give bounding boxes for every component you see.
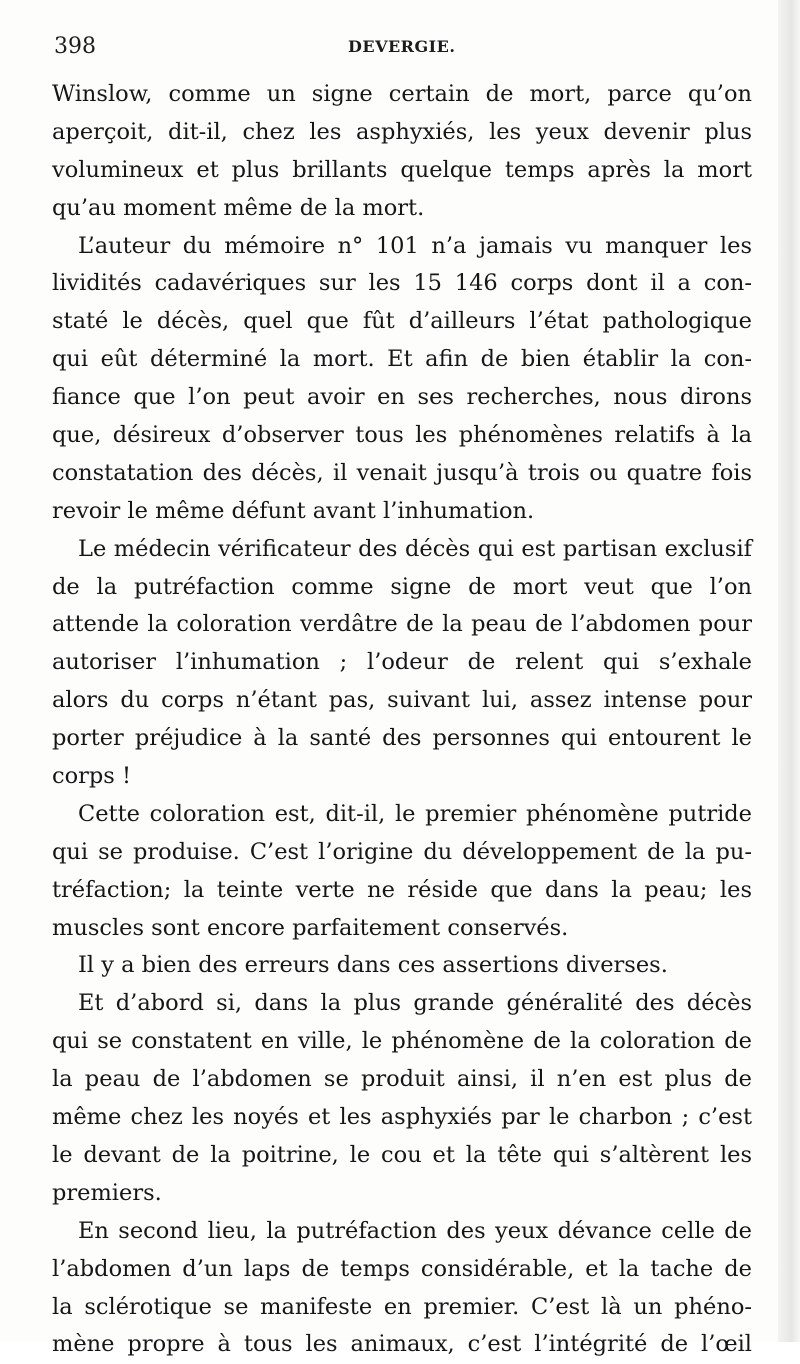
text-line: même chez les noyés et les asphyxiés par le charbon ; c’est [52, 1104, 752, 1131]
text-line: Le médecin vérificateur des décès qui est partisan exclusif [78, 535, 752, 562]
text-line: premiers. [52, 1179, 162, 1206]
text-line: attende la coloration verdâtre de la peau de l’abdomen pour [52, 611, 752, 638]
text-line: la sclérotique se manifeste en premier. C’est là un phéno- [52, 1293, 752, 1320]
text-line: tréfaction; la teinte verte ne réside que dans la peau; les [52, 876, 752, 903]
text-line: Winslow, comme un signe certain de mort, parce qu’on [52, 81, 752, 107]
running-title: DEVERGIE. [348, 37, 456, 56]
text-line: Cette coloration est, dit-il, le premier phénomène putride [78, 800, 752, 827]
running-head [54, 34, 754, 66]
text-line: alors du corps n’étant pas, suivant lui, assez intense pour [52, 687, 752, 714]
text-line: la peau de l’abdomen se produit ainsi, il n’en est plus de [52, 1066, 752, 1093]
text-line: L’auteur du mémoire n° 101 n’a jamais vu manquer les [78, 232, 752, 259]
text-line: qui eût déterminé la mort. Et afin de bien établir la con- [52, 346, 752, 373]
text-line: corps ! [52, 763, 132, 790]
text-line: qui se constatent en ville, le phénomène de la coloration de [52, 1028, 752, 1055]
text-line: l’abdomen d’un laps de temps considérable, et la tache de [52, 1255, 752, 1282]
text-line: constatation des décès, il venait jusqu’à trois ou quatre fois [52, 459, 752, 486]
body-text [52, 76, 752, 1364]
text-line: volumineux et plus brillants quelque temps après la mort [52, 156, 752, 183]
text-line: revoir le même défunt avant l’inhumation. [52, 497, 535, 524]
text-line: de la putréfaction comme signe de mort veut que l’on [52, 573, 752, 600]
text-line: En second lieu, la putréfaction des yeux dévance celle de [78, 1217, 752, 1244]
text-line: que, désireux d’observer tous les phénomènes relatifs à la [52, 422, 752, 449]
text-line: lividités cadavériques sur les 15 146 corps dont il a con- [52, 270, 752, 297]
text-line: Il y a bien des erreurs dans ces assertions diverses. [78, 952, 668, 979]
text-line: mène propre à tous les animaux, c’est l’intégrité de l’œil [52, 1331, 752, 1358]
text-line: le devant de la poitrine, le cou et la tête qui s’altèrent les [52, 1141, 752, 1168]
page-edge-shadow [778, 0, 800, 1342]
text-line: porter préjudice à la santé des personnes qui entourent le [52, 725, 752, 752]
page-number: 398 [54, 34, 96, 59]
text-line: qui se produise. C’est l’origine du développement de la pu- [52, 838, 752, 865]
text-line: muscles sont encore parfaitement conservés. [52, 914, 569, 941]
text-line: Et d’abord si, dans la plus grande généralité des décès [78, 990, 752, 1017]
text-line: fiance que l’on peut avoir en ses recherches, nous dirons [52, 384, 752, 411]
text-line: qu’au moment même de la mort. [52, 194, 425, 221]
text-line: autoriser l’inhumation ; l’odeur de relent qui s’exhale [52, 649, 752, 676]
text-line: aperçoit, dit-il, chez les asphyxiés, les yeux devenir plus [52, 118, 752, 145]
text-line: staté le décès, quel que fût d’ailleurs l’état pathologique [52, 308, 752, 335]
